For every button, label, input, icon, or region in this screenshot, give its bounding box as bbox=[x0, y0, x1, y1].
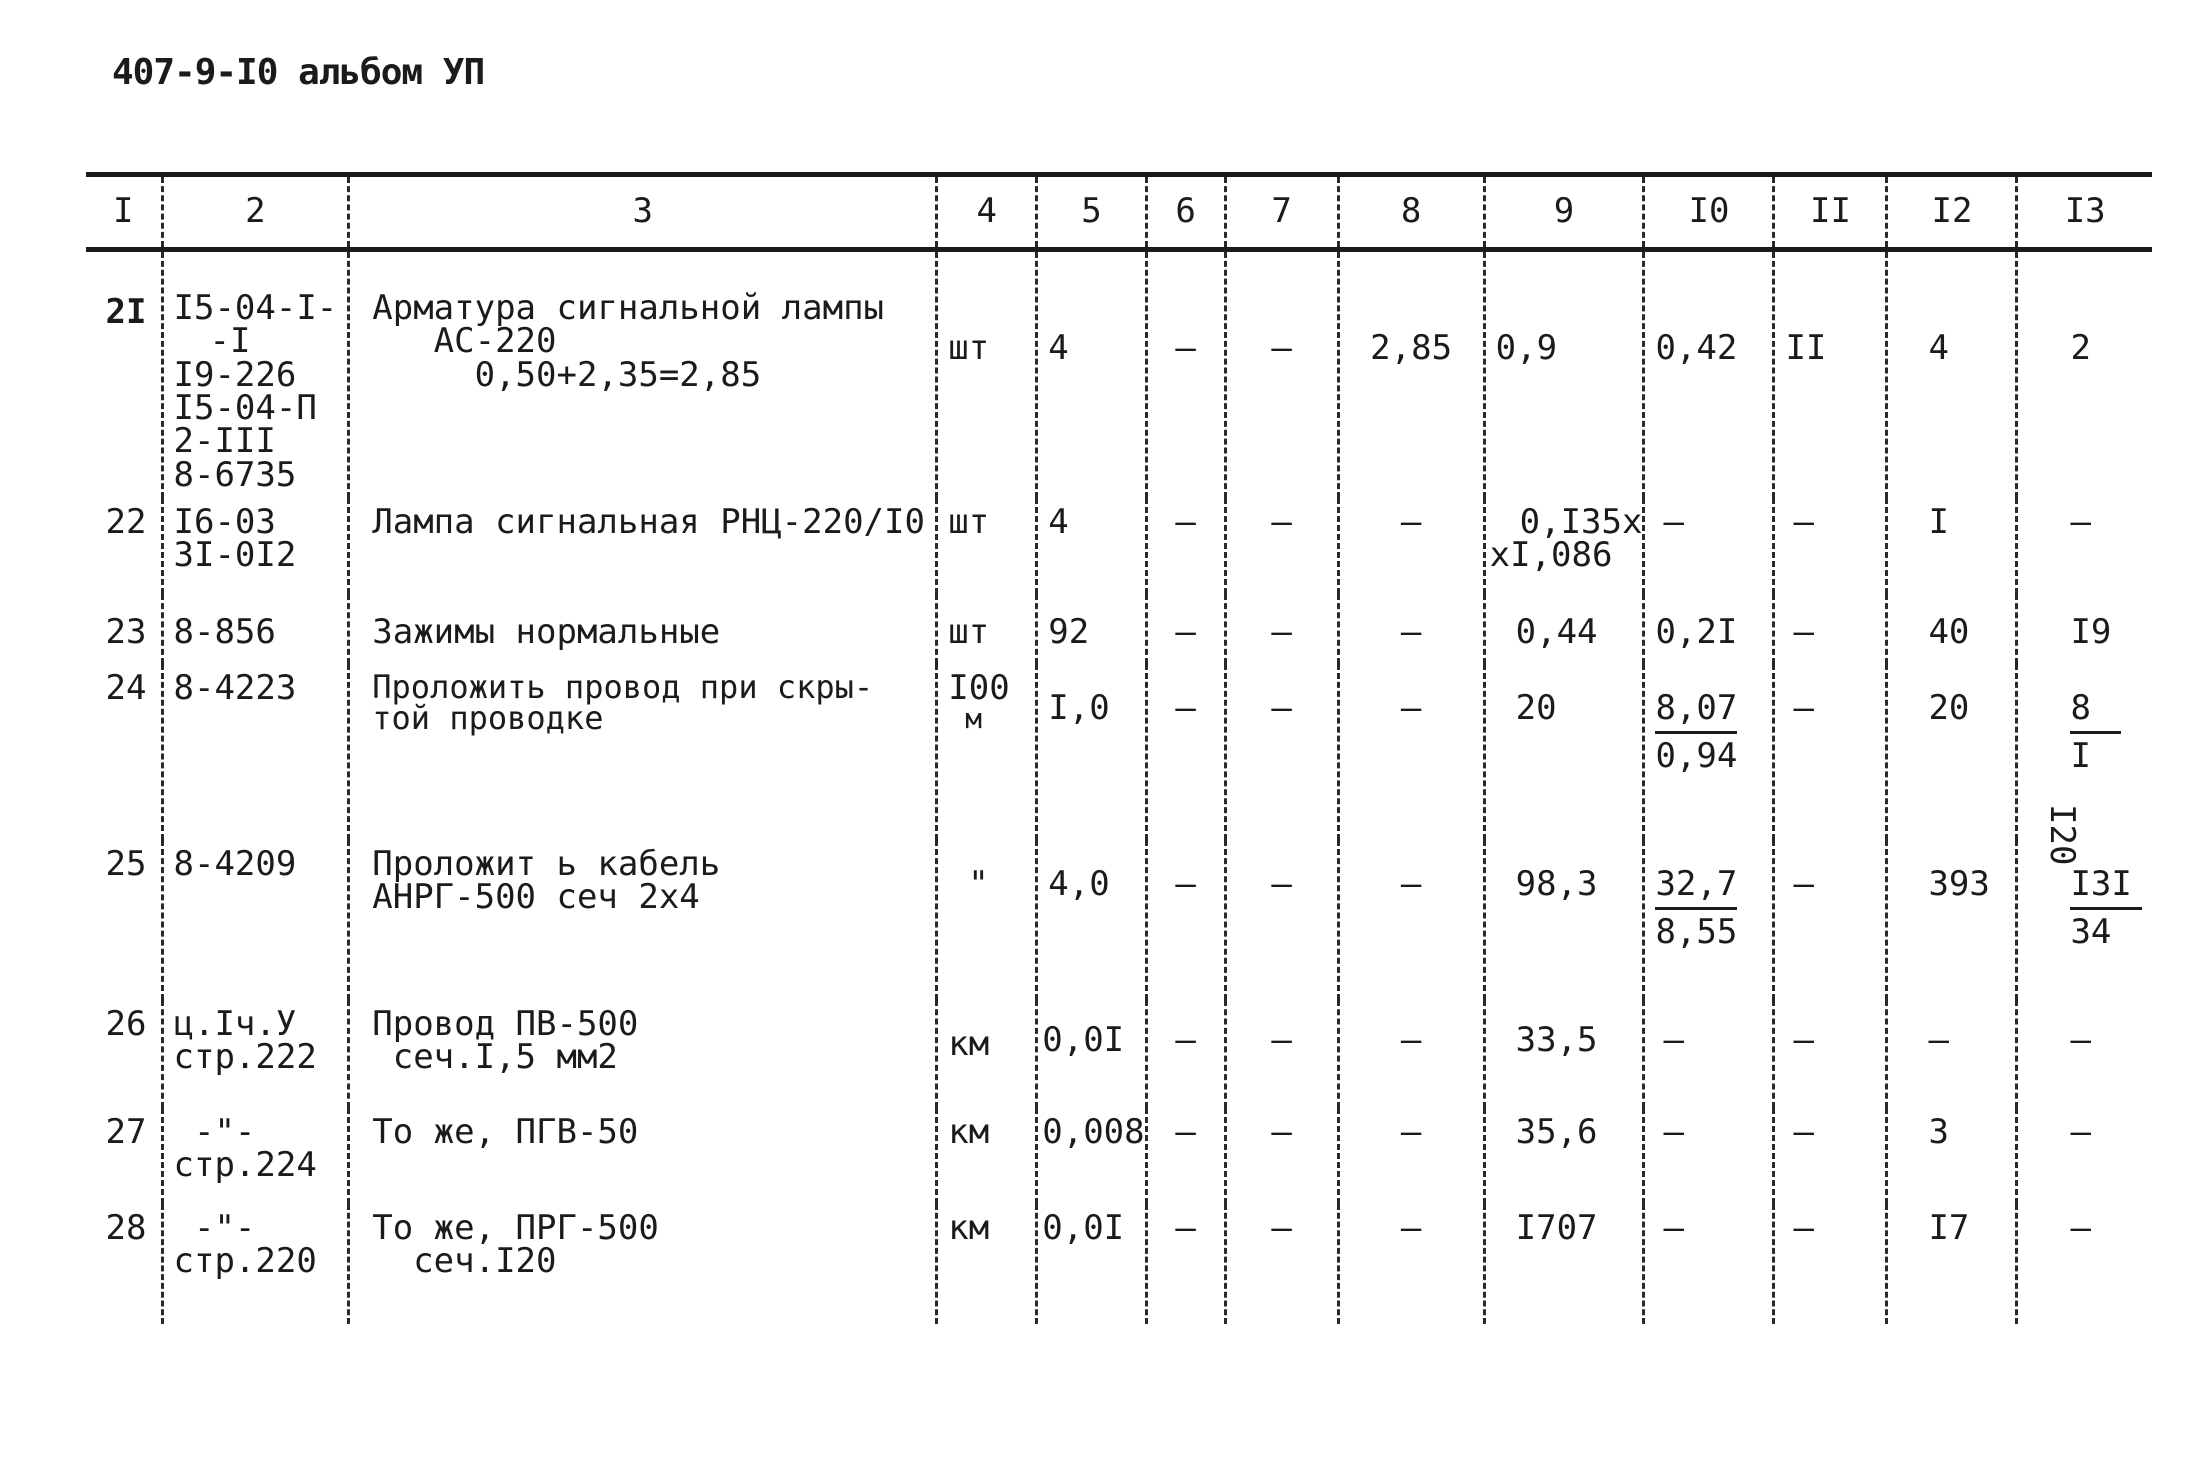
cell-12: 20 bbox=[1887, 664, 2017, 840]
row-number: 26 bbox=[105, 1003, 147, 1044]
item-name bbox=[349, 1000, 937, 1108]
cell-9 bbox=[1484, 498, 1644, 594]
cell-13 bbox=[2017, 840, 2152, 1000]
cell-12: I bbox=[1887, 498, 2017, 594]
code-line: стр.222 bbox=[173, 1037, 317, 1078]
row-number: 22 bbox=[105, 501, 147, 542]
name-line: сеч.I,5 мм2 bbox=[372, 1037, 618, 1078]
unit bbox=[937, 664, 1037, 840]
cell-11: – bbox=[1774, 1204, 1887, 1324]
code-line: -"- bbox=[173, 1207, 256, 1248]
column-header: I bbox=[86, 175, 162, 250]
cell-12: – bbox=[1887, 1000, 2017, 1108]
fraction-value bbox=[1655, 687, 1738, 777]
document-code: 407-9-I0 альбом УП bbox=[112, 52, 485, 93]
row-number: 23 bbox=[105, 611, 147, 652]
code-line: стр.220 bbox=[173, 1241, 317, 1282]
cell-6: – bbox=[1146, 250, 1225, 498]
cell-6: – bbox=[1146, 664, 1225, 840]
name-line: АНРГ-500 сеч 2х4 bbox=[372, 877, 700, 918]
cell-8: – bbox=[1338, 1000, 1484, 1108]
norm-code bbox=[162, 1204, 349, 1324]
norm-code bbox=[162, 594, 349, 664]
cell-13: – bbox=[2017, 1000, 2152, 1108]
column-header: 2 bbox=[162, 175, 349, 250]
column-header: 5 bbox=[1037, 175, 1146, 250]
fraction-value bbox=[1655, 863, 1738, 953]
code-line: 8-856 bbox=[173, 611, 276, 652]
table-row bbox=[86, 250, 2152, 498]
cell-11: – bbox=[1774, 498, 1887, 594]
name-line: той проводке bbox=[372, 699, 604, 738]
cell-6: – bbox=[1146, 840, 1225, 1000]
cell-9: 0,44 bbox=[1484, 594, 1644, 664]
quantity: 4 bbox=[1037, 250, 1146, 498]
column-header: I0 bbox=[1644, 175, 1774, 250]
unit: км bbox=[937, 1108, 1037, 1204]
table-row bbox=[86, 664, 2152, 840]
code-line: 8-6735 bbox=[173, 454, 297, 495]
fraction-top: 32,7 bbox=[1655, 868, 1737, 910]
cell-10: – bbox=[1644, 1204, 1774, 1324]
code-line: ц.Iч.У bbox=[173, 1003, 297, 1044]
cell-6: – bbox=[1146, 498, 1225, 594]
code-line: 2-III bbox=[173, 421, 276, 462]
cell-6: – bbox=[1146, 594, 1225, 664]
fraction-value bbox=[2070, 863, 2141, 953]
code-line: 8-4223 bbox=[173, 667, 297, 708]
name-line: Проложит ь кабель bbox=[372, 843, 721, 884]
table-header bbox=[86, 175, 2152, 250]
cell-12: I7 bbox=[1887, 1204, 2017, 1324]
code-line: -"- bbox=[173, 1111, 256, 1152]
row-number: 27 bbox=[105, 1111, 147, 1152]
cell-13 bbox=[2017, 664, 2152, 840]
cell-6: – bbox=[1146, 1108, 1225, 1204]
code-line: 3I-0I2 bbox=[173, 535, 297, 576]
cell-13: – bbox=[2017, 498, 2152, 594]
code-line: I9-226 bbox=[173, 354, 297, 395]
cell-9: 20 bbox=[1484, 664, 1644, 840]
row-number: 28 bbox=[105, 1207, 147, 1248]
cell-11: – bbox=[1774, 840, 1887, 1000]
cell-7: – bbox=[1225, 250, 1338, 498]
fraction-bottom: 0,94 bbox=[1655, 736, 1738, 777]
cell-7: – bbox=[1225, 1000, 1338, 1108]
cell-9: 0,9 bbox=[1484, 250, 1644, 498]
cell-10: 0,42 bbox=[1644, 250, 1774, 498]
cell-13: I9 bbox=[2017, 594, 2152, 664]
column-header: 7 bbox=[1225, 175, 1338, 250]
table-row bbox=[86, 1204, 2152, 1324]
item-name bbox=[349, 664, 937, 840]
column-header: I2 bbox=[1887, 175, 2017, 250]
cell-8: – bbox=[1338, 1204, 1484, 1324]
cell-7: – bbox=[1225, 498, 1338, 594]
norm-code bbox=[162, 840, 349, 1000]
cell-11: – bbox=[1774, 1000, 1887, 1108]
cell-12: 4 bbox=[1887, 250, 2017, 498]
cell-11: II bbox=[1774, 250, 1887, 498]
cell-7: – bbox=[1225, 840, 1338, 1000]
cell-7: – bbox=[1225, 1108, 1338, 1204]
quantity: 92 bbox=[1037, 594, 1146, 664]
cell-12: 40 bbox=[1887, 594, 2017, 664]
cell-11: – bbox=[1774, 664, 1887, 840]
name-line: Провод ПВ-500 bbox=[372, 1003, 639, 1044]
quantity: 0,0I bbox=[1037, 1204, 1146, 1324]
quantity: 0,008 bbox=[1037, 1108, 1146, 1204]
norm-code bbox=[162, 498, 349, 594]
cell-13: – bbox=[2017, 1108, 2152, 1204]
fraction-bottom: 8,55 bbox=[1655, 912, 1738, 953]
cell-9: I707 bbox=[1484, 1204, 1644, 1324]
row-number: 24 bbox=[105, 667, 147, 708]
unit: шт bbox=[937, 498, 1037, 594]
cell-9: 98,3 bbox=[1484, 840, 1644, 1000]
estimate-table bbox=[86, 172, 2152, 1324]
cell-8: – bbox=[1338, 594, 1484, 664]
quantity: 4 bbox=[1037, 498, 1146, 594]
cell-7: – bbox=[1225, 594, 1338, 664]
cell-13: 2 bbox=[2017, 250, 2152, 498]
name-line: Лампа сигнальная РНЦ-220/I0 bbox=[372, 501, 925, 542]
cell-7: – bbox=[1225, 1204, 1338, 1324]
row-number: 25 bbox=[105, 843, 147, 884]
fraction-bottom: 34 bbox=[2070, 912, 2112, 953]
cell-10 bbox=[1644, 664, 1774, 840]
column-header: II bbox=[1774, 175, 1887, 250]
cell-11: – bbox=[1774, 594, 1887, 664]
code-line: I5-04-П bbox=[173, 387, 317, 428]
cell-9: 35,6 bbox=[1484, 1108, 1644, 1204]
unit-line: I00 bbox=[948, 667, 1010, 708]
cell-10: – bbox=[1644, 1000, 1774, 1108]
code-line: I6-03 bbox=[173, 501, 276, 542]
name-line: То же, ПГВ-50 bbox=[372, 1111, 639, 1152]
fraction-bottom: I bbox=[2070, 736, 2091, 777]
cell-10 bbox=[1644, 840, 1774, 1000]
code-line: I5-04-I- bbox=[173, 288, 338, 328]
norm-code bbox=[162, 1000, 349, 1108]
name-line: То же, ПРГ-500 bbox=[372, 1207, 659, 1248]
value-line: 0,I35x bbox=[1519, 501, 1643, 542]
column-header: 9 bbox=[1484, 175, 1644, 250]
name-line: Проложить провод при скры- bbox=[372, 667, 874, 706]
cell-8: – bbox=[1338, 664, 1484, 840]
code-line: стр.224 bbox=[173, 1145, 317, 1186]
quantity: 4,0 bbox=[1037, 840, 1146, 1000]
unit: " bbox=[937, 840, 1037, 1000]
cell-10: – bbox=[1644, 1108, 1774, 1204]
code-line: 8-4209 bbox=[173, 843, 297, 884]
unit-line: м bbox=[948, 702, 982, 736]
quantity: 0,0I bbox=[1037, 1000, 1146, 1108]
value-line: xI,086 bbox=[1489, 535, 1613, 576]
unit: км bbox=[937, 1000, 1037, 1108]
cell-12: 393 bbox=[1887, 840, 2017, 1000]
unit: шт bbox=[937, 594, 1037, 664]
item-name bbox=[349, 594, 937, 664]
column-header: 8 bbox=[1338, 175, 1484, 250]
cell-6: – bbox=[1146, 1000, 1225, 1108]
item-name bbox=[349, 250, 937, 498]
name-line: Зажимы нормальные bbox=[372, 611, 721, 652]
fraction-top: 8,07 bbox=[1655, 692, 1737, 734]
column-header: I3 bbox=[2017, 175, 2152, 250]
item-name bbox=[349, 1204, 937, 1324]
norm-code bbox=[162, 664, 349, 840]
name-line: Арматура сигнальной лампы bbox=[372, 288, 885, 328]
cell-9: 33,5 bbox=[1484, 1000, 1644, 1108]
name-line: сеч.I20 bbox=[372, 1241, 557, 1282]
cell-8: – bbox=[1338, 840, 1484, 1000]
name-line: АС-220 bbox=[372, 321, 557, 362]
cell-10: 0,2I bbox=[1644, 594, 1774, 664]
unit: шт bbox=[937, 250, 1037, 498]
item-name bbox=[349, 498, 937, 594]
column-header: 4 bbox=[937, 175, 1037, 250]
column-header: 6 bbox=[1146, 175, 1225, 250]
norm-code bbox=[162, 1108, 349, 1204]
cell-7: – bbox=[1225, 664, 1338, 840]
cell-10: – bbox=[1644, 498, 1774, 594]
cell-6: – bbox=[1146, 1204, 1225, 1324]
table-row bbox=[86, 594, 2152, 664]
quantity: I,0 bbox=[1037, 664, 1146, 840]
cell-12: 3 bbox=[1887, 1108, 2017, 1204]
cell-8: – bbox=[1338, 498, 1484, 594]
table-row bbox=[86, 1108, 2152, 1204]
norm-code bbox=[162, 250, 349, 498]
table-row bbox=[86, 1000, 2152, 1108]
code-line: -I bbox=[209, 321, 251, 362]
fraction-top: 8 bbox=[2070, 692, 2120, 734]
cell-11: – bbox=[1774, 1108, 1887, 1204]
fraction-value bbox=[2070, 687, 2120, 777]
item-name bbox=[349, 1108, 937, 1204]
cell-13: – bbox=[2017, 1204, 2152, 1324]
unit: км bbox=[937, 1204, 1037, 1324]
column-header: 3 bbox=[349, 175, 937, 250]
name-line: 0,50+2,35=2,85 bbox=[372, 354, 762, 395]
table-row bbox=[86, 840, 2152, 1000]
cell-8: – bbox=[1338, 1108, 1484, 1204]
row-number: 2I bbox=[105, 292, 147, 332]
table-row bbox=[86, 498, 2152, 594]
page-number: I20 bbox=[2042, 804, 2082, 866]
cell-8: 2,85 bbox=[1338, 250, 1484, 498]
item-name bbox=[349, 840, 937, 1000]
fraction-top: I3I bbox=[2070, 868, 2141, 910]
